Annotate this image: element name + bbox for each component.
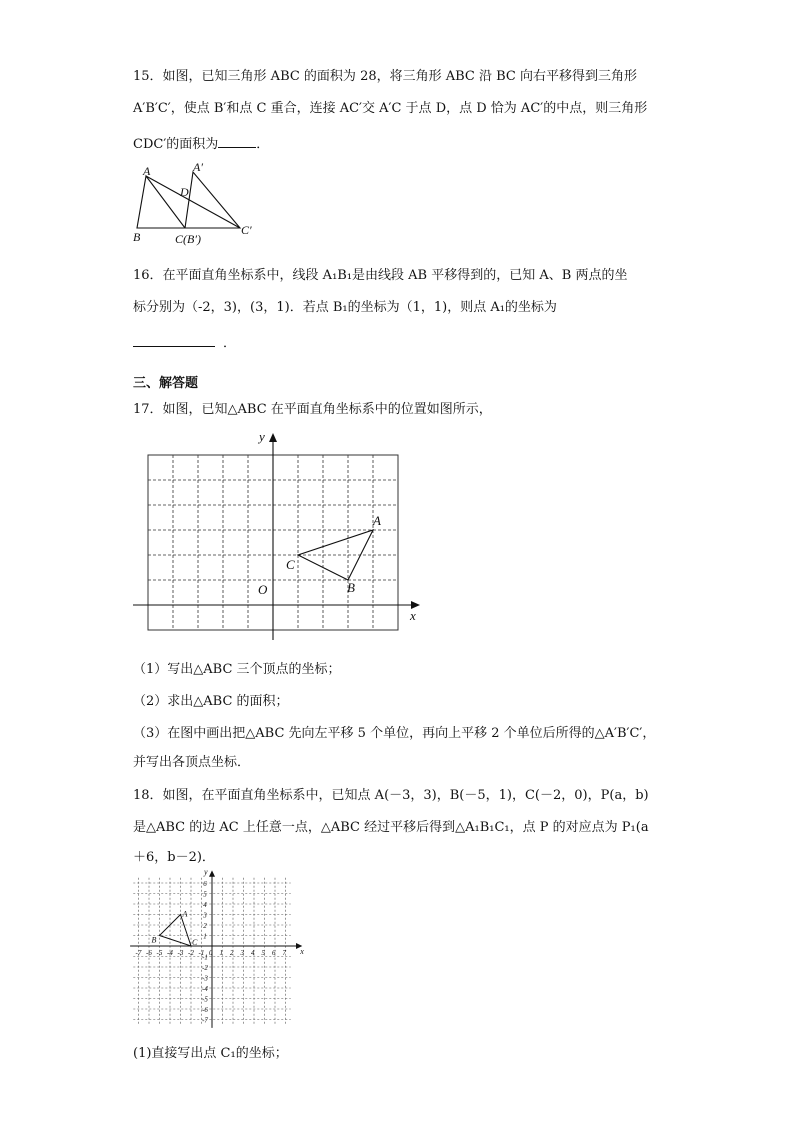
- q18-y-tick-label: -5: [202, 995, 208, 1004]
- q15-label-c2: C′: [241, 223, 252, 237]
- q15-line2: A′B′C′，使点 B′和点 C 重合，连接 AC′交 A′C 于点 D，点 D 恰为 AC′的中点，则三角形: [133, 101, 648, 116]
- q18-label-c: C: [192, 938, 198, 947]
- q17-line1: 17．如图，已知△ABC 在平面直角坐标系中的位置如图所示，: [133, 402, 492, 417]
- q18-label-x: x: [300, 947, 304, 956]
- q18-label-a: A: [182, 909, 188, 919]
- q18-y-tick-label: -3: [202, 974, 208, 983]
- q16-line2: 标分别为（-2，3)，(3，1)．若点 B₁的坐标为（1，1)，则点 A₁的坐标为: [133, 300, 557, 315]
- q17-sub1: （1）写出△ABC 三个顶点的坐标；: [133, 662, 341, 677]
- section-title: 三、解答题: [133, 376, 199, 391]
- q18-x-tick-label: -6: [146, 949, 152, 957]
- q15-line1: 15．如图，已知三角形 ABC 的面积为 28，将三角形 ABC 沿 BC 向右平移得到三角形: [133, 69, 638, 84]
- q18-y-tick-label: 1: [203, 932, 207, 941]
- q18-y-tick-label: -1: [202, 953, 208, 962]
- q15-label-cb: C(B′): [175, 232, 201, 246]
- q17-sub3a: （3）在图中画出把△ABC 先向左平移 5 个单位，再向上平移 2 个单位后所得的△A′B′C′，: [133, 726, 656, 741]
- q18-x-tick-label: 2: [230, 949, 234, 957]
- q18-x-tick-label: -4: [167, 949, 173, 957]
- q17-label-o: O: [258, 582, 268, 597]
- q18-y-tick-label: -6: [202, 1006, 208, 1014]
- q15-label-a2: A′: [193, 160, 203, 174]
- q18-x-tick-label: 0: [209, 949, 213, 957]
- q15-line3-text: CDC′的面积为: [133, 137, 219, 152]
- q18-x-tick-label: -7: [135, 949, 142, 957]
- q18-y-arrow: [209, 870, 215, 876]
- q18-x-tick-label: -2: [188, 949, 194, 957]
- q18-x-tick-label: 3: [240, 949, 244, 957]
- q18-x-tick-label: -5: [156, 949, 163, 957]
- q18-y-tick-label: 6: [203, 880, 207, 888]
- q18-y-tick-label: 2: [203, 922, 207, 930]
- q18-line2: 是△ABC 的边 AC 上任意一点，△ABC 经过平移后得到△A₁B₁C₁，点 P 的对应点为 P₁(a: [133, 820, 649, 835]
- q18-sub1: (1)直接写出点 C₁的坐标；: [133, 1046, 288, 1061]
- q18-triangle-abc: [160, 915, 192, 947]
- q15-label-b: B: [133, 230, 141, 244]
- q17-label-b: B: [347, 580, 355, 595]
- q17-label-c: C: [286, 557, 295, 572]
- q17-sub2: （2）求出△ABC 的面积；: [133, 694, 289, 709]
- q18-y-tick-label: 3: [203, 911, 207, 920]
- q18-x-tick-label: 4: [251, 949, 255, 957]
- q17-label-y: y: [259, 429, 265, 444]
- q15-label-d: D: [180, 185, 189, 199]
- q18-label-b: B: [151, 935, 157, 945]
- q17-label-a: A: [373, 513, 381, 528]
- q17-label-x: x: [410, 608, 416, 623]
- q16-line1: 16．在平面直角坐标系中，线段 A₁B₁是由线段 AB 平移得到的，已知 A、B 两点的坐: [133, 268, 628, 283]
- q15-line3-end: ．: [256, 137, 270, 152]
- q15-label-a: A: [143, 164, 151, 178]
- q18-line3: ＋6，b－2)．: [133, 850, 215, 865]
- q18-y-tick-label: -2: [202, 964, 208, 972]
- q18-x-tick-label: -1: [198, 949, 205, 957]
- q18-y-tick-label: 5: [203, 890, 207, 899]
- q18-x-tick-label: 7: [282, 949, 286, 957]
- q18-x-tick-label: -3: [177, 949, 184, 957]
- q16-line3-end: ．: [223, 336, 237, 351]
- q17-sub3b: 并写出各顶点坐标．: [133, 755, 251, 770]
- q18-x-tick-label: 5: [261, 949, 265, 957]
- q18-y-tick-label: -7: [202, 1016, 208, 1025]
- q18-x-tick-label: 6: [272, 949, 276, 957]
- q18-y-tick-label: -4: [202, 985, 208, 993]
- q18-label-y: y: [204, 867, 208, 877]
- q18-y-tick-label: 4: [203, 901, 207, 909]
- q18-line1: 18．如图，在平面直角坐标系中，已知点 A(－3，3)，B(－5，1)，C(－2，0)，P(a，b): [133, 788, 649, 803]
- q18-x-tick-label: 1: [219, 949, 223, 957]
